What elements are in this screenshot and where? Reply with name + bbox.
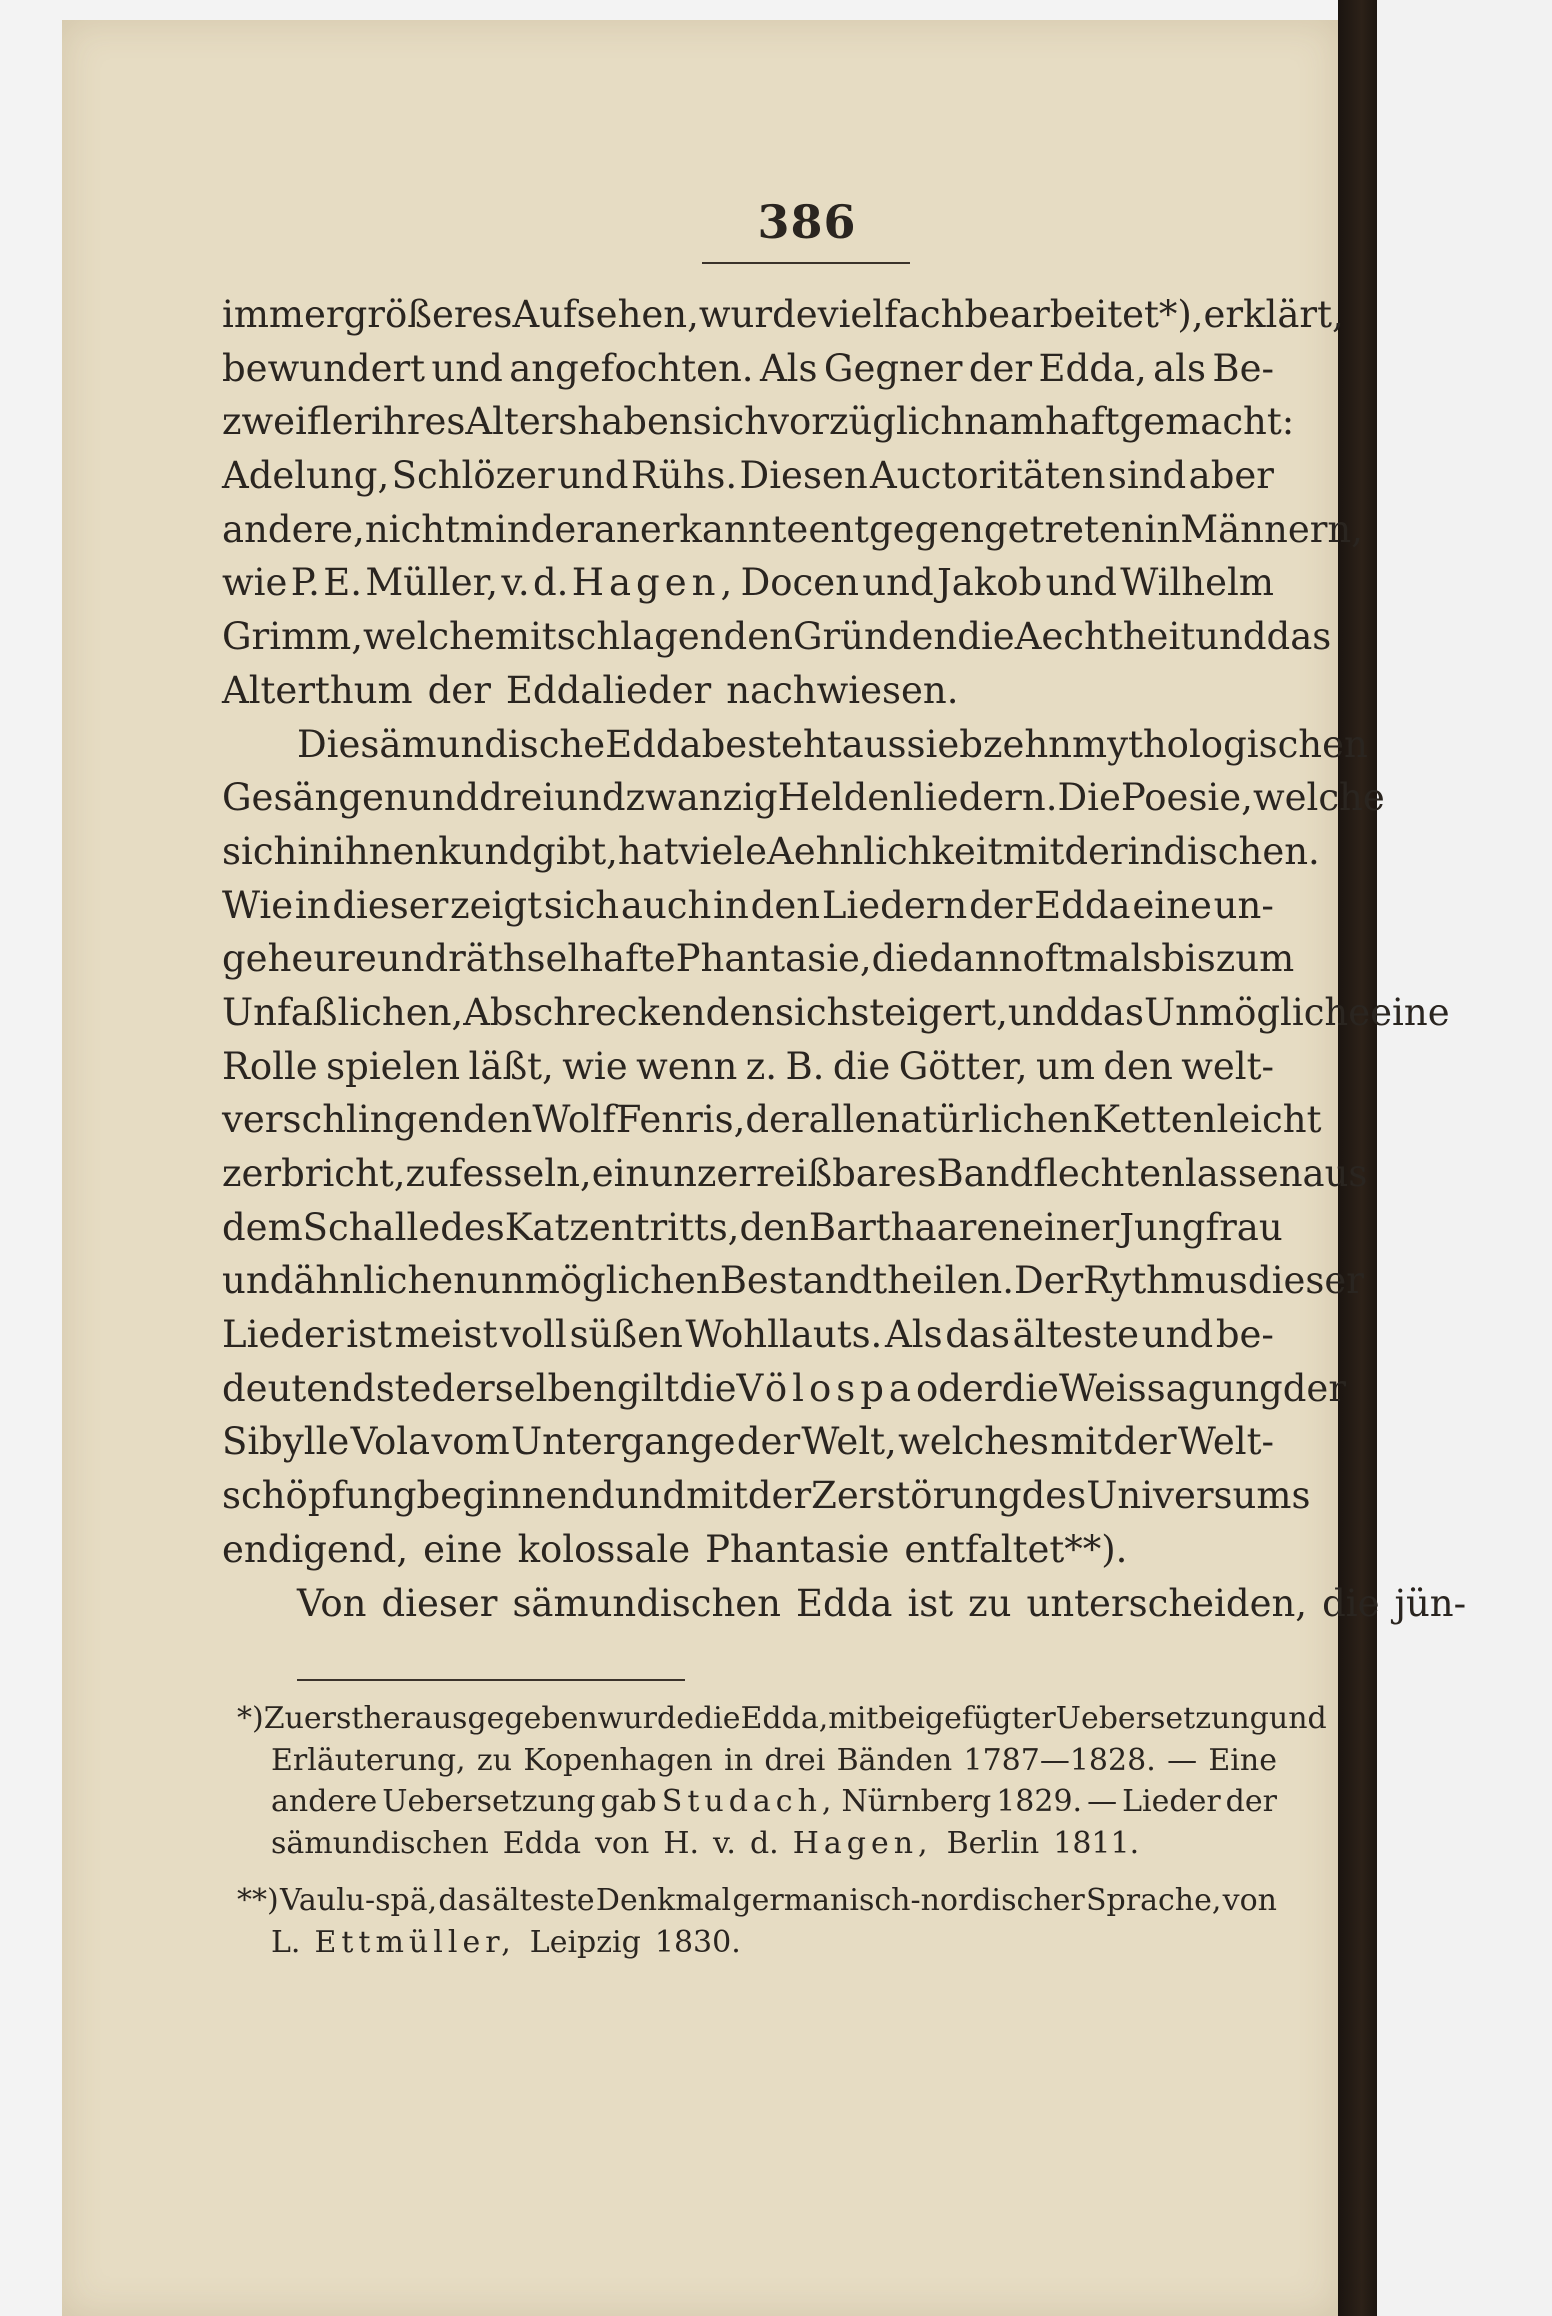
body-line: Rolle spielen läßt, wie wenn z. B. die Götter, um den welt- xyxy=(222,1044,1274,1088)
footnote-separator-rule xyxy=(297,1679,685,1681)
footnote-line: sämundischen Edda von H. v. d. Hagen, Berlin 1811. xyxy=(271,1825,1140,1861)
body-line: Unfaßlichen, Abschreckenden sich steigert, und das Unmögliche eine xyxy=(222,990,1450,1034)
footnotes xyxy=(237,1698,1327,1963)
footnote-line: **) Vaulu-spä, das älteste Denkmal germanisch-nordischer Sprache, von xyxy=(237,1883,1277,1918)
body-line: endigend, eine kolossale Phantasie entfaltet**). xyxy=(222,1527,1128,1571)
body-line: schöpfung beginnend und mit der Zerstörung des Universums xyxy=(222,1474,1311,1518)
footnote-line: andere Uebersetzung gab Studach, Nürnberg 1829. — Lieder der xyxy=(271,1784,1277,1819)
body-line: dem Schalle des Katzentritts, den Barthaaren einer Jungfrau xyxy=(222,1205,1283,1249)
body-text xyxy=(222,288,1467,1630)
body-line: Adelung, Schlözer und Rühs. Diesen Auctoritäten sind aber xyxy=(222,454,1274,498)
footnote-gap xyxy=(237,1864,1277,1880)
body-line: andere, nicht minder anerkannte entgegengetreten in Männern, xyxy=(222,507,1364,551)
body-line: Lieder ist meist voll süßen Wohllauts. Als das älteste und be- xyxy=(222,1313,1274,1357)
body-line: zweifler ihres Alters haben sich vorzüglich namhaft gemacht: xyxy=(222,400,1295,444)
header-rule xyxy=(702,262,910,264)
body-line: Grimm, welche mit schlagenden Gründen die Aechtheit und das xyxy=(222,615,1332,659)
footnote-line: *) Zuerst herausgegeben wurde die Edda, mit beigefügter Uebersetzung und xyxy=(237,1701,1327,1736)
footnote-line: L. Ettmüller, Leipzig 1830. xyxy=(271,1924,741,1960)
body-line: Die sämundische Edda besteht aus siebzehn mythologischen xyxy=(297,722,1368,766)
body-line: Alterthum der Eddalieder nachwiesen. xyxy=(222,668,959,712)
body-line: deutendste derselben gilt die Völospa oder die Weissagung der xyxy=(222,1366,1347,1410)
page-number: 386 xyxy=(757,195,857,249)
body-line: Wie in dieser zeigt sich auch in den Liedern der Edda eine un- xyxy=(222,883,1274,927)
footnote-line: Erläuterung, zu Kopenhagen in drei Bänden 1787—1828. — Eine xyxy=(271,1742,1277,1778)
body-line: Von dieser sämundischen Edda ist zu unterscheiden, die jün- xyxy=(297,1581,1467,1625)
body-line: wie P. E. Müller, v. d. Hagen, Docen und Jakob und Wilhelm xyxy=(222,561,1274,605)
body-line: Sibylle Vola vom Untergange der Welt, welches mit der Welt- xyxy=(222,1420,1274,1464)
body-line: Gesängen und dreiundzwanzig Heldenliedern. Die Poesie, welche xyxy=(222,776,1385,820)
body-line: sich in ihnen kund gibt, hat viele Aehnlichkeit mit der indischen. xyxy=(222,829,1320,873)
body-line: zerbricht, zu fesseln, ein unzerreißbares Band flechten lassen aus xyxy=(222,1152,1368,1195)
body-line: immer größeres Aufsehen, wurde vielfach bearbeitet*), erklärt, xyxy=(222,293,1344,336)
body-line: geheure und räthselhafte Phantasie, die dann oftmals bis zum xyxy=(222,937,1295,981)
body-line: verschlingenden Wolf Fenris, der alle natürlichen Ketten leicht xyxy=(222,1098,1322,1142)
body-line: und ähnlichen unmöglichen Bestandtheilen. Der Rythmus dieser xyxy=(222,1259,1364,1303)
body-line: bewundert und angefochten. Als Gegner der Edda, als Be- xyxy=(222,346,1274,390)
